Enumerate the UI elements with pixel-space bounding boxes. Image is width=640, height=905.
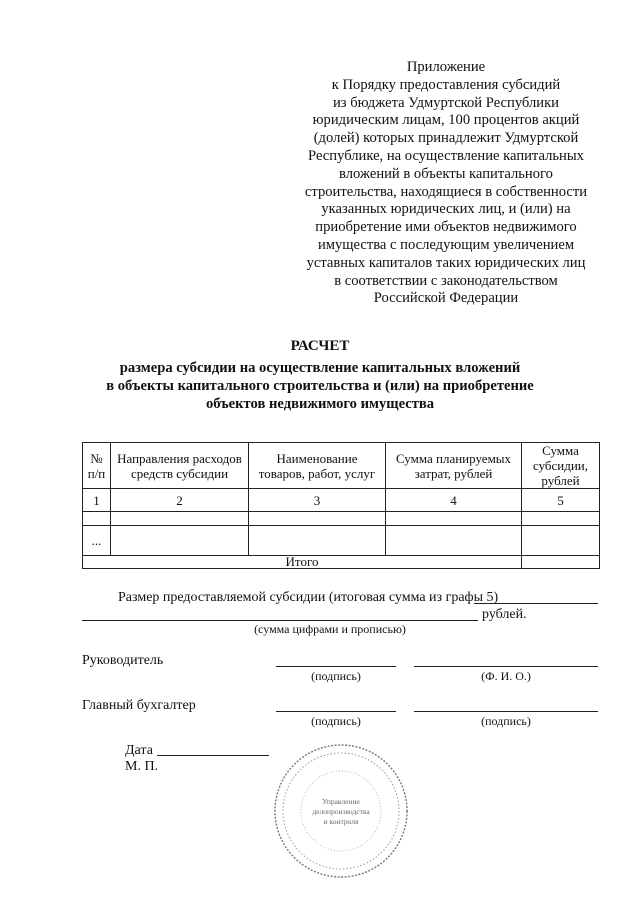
- total-value-cell: [522, 556, 600, 569]
- table-cell: [386, 526, 522, 556]
- seal-place-label: М. П.: [125, 759, 159, 774]
- table-cell: [522, 526, 600, 556]
- accountant-label: Главный бухгалтер: [82, 698, 196, 713]
- header-text: субсидии,: [532, 458, 589, 473]
- column-number: 4: [386, 489, 522, 512]
- column-number: 5: [522, 489, 600, 512]
- header-cell-planned-costs: [386, 443, 522, 489]
- header-cell-goods: [249, 443, 386, 489]
- header-text: Сумма планируемых: [395, 450, 512, 466]
- currency-label: рублей.: [482, 607, 527, 622]
- table-cell: [522, 512, 600, 526]
- head-name-hint: (Ф. И. О.): [481, 669, 531, 683]
- header-cell-number: [83, 443, 111, 489]
- svg-text:и контроля: и контроля: [323, 817, 359, 826]
- head-signature-line: [276, 666, 396, 667]
- accountant-signature-line: [276, 711, 396, 712]
- title-sub-line: размера субсидии на осуществление капитальных вложений: [119, 360, 521, 376]
- ellipsis-cell: ...: [83, 526, 111, 556]
- header-text: п/п: [87, 465, 106, 481]
- appendix-line: из бюджета Удмуртской Республики: [333, 94, 559, 111]
- appendix-line: вложений в объекты капитального: [339, 165, 553, 182]
- header-text: товаров, работ, услуг: [258, 465, 376, 481]
- svg-text:Управление: Управление: [322, 797, 360, 806]
- header-cell-subsidy-amount: [522, 443, 600, 489]
- header-text: Наименование: [276, 450, 358, 466]
- column-number: 2: [111, 489, 249, 512]
- accountant-name-line: [414, 711, 598, 712]
- title-subtitle: [60, 359, 580, 413]
- table-cell: [111, 526, 249, 556]
- header-text: средств субсидии: [130, 465, 229, 481]
- appendix-line: уставных капиталов таких юридических лиц: [306, 254, 586, 271]
- appendix-line: (долей) которых принадлежит Удмуртской: [313, 130, 579, 147]
- document-title: [60, 337, 580, 413]
- column-number: 1: [83, 489, 111, 512]
- appendix-line: приобретение ими объектов недвижимого: [315, 219, 577, 236]
- head-name-line: [414, 666, 598, 667]
- svg-text:делопроизводства: делопроизводства: [312, 807, 370, 816]
- accountant-sign-hint: (подпись): [311, 714, 361, 728]
- appendix-line: юридическим лицам, 100 процентов акций: [312, 112, 580, 129]
- title-sub-line: объектов недвижимого имущества: [205, 396, 435, 412]
- table-cell: [249, 512, 386, 526]
- appendix-line: к Порядку предоставления субсидий: [331, 76, 561, 93]
- title-main: РАСЧЕТ: [290, 338, 350, 354]
- subsidy-amount-line: [474, 603, 598, 604]
- header-cell-directions: [111, 443, 249, 489]
- subsidy-hint: (сумма цифрами и прописью): [254, 622, 406, 636]
- appendix-line: указанных юридических лиц, и (или) на: [321, 201, 571, 218]
- appendix-line: Приложение: [406, 59, 486, 75]
- header-text: рублей: [541, 473, 580, 488]
- column-number: 3: [249, 489, 386, 512]
- header-text: затрат, рублей: [414, 465, 493, 481]
- date-line: [157, 755, 269, 756]
- appendix-header: [286, 59, 606, 308]
- table-header-row: [83, 443, 600, 489]
- head-sign-hint: (подпись): [311, 669, 361, 683]
- table-numbering-row: [83, 489, 600, 512]
- table-row: [83, 512, 600, 526]
- total-label: Итого: [83, 556, 522, 569]
- subsidy-words-line: [82, 620, 478, 621]
- title-sub-line: в объекты капитального строительства и (или) на приобретение: [106, 378, 534, 394]
- official-stamp-icon: [272, 742, 410, 880]
- table-row: [83, 526, 600, 556]
- date-label: Дата: [125, 743, 153, 758]
- table-cell: [249, 526, 386, 556]
- header-text: Направления расходов: [117, 450, 242, 466]
- subsidy-amount-label: Размер предоставляемой субсидии (итоговая сумма из графы 5): [118, 590, 499, 605]
- appendix-line: Республике, на осуществление капитальных: [308, 147, 584, 164]
- appendix-line: Российской Федерации: [373, 290, 519, 307]
- table-cell: [386, 512, 522, 526]
- accountant-sign-hint-2: (подпись): [481, 714, 531, 728]
- appendix-line: имущества с последующим увеличением: [317, 236, 575, 253]
- header-text: №: [90, 450, 103, 466]
- table-cell: [111, 512, 249, 526]
- appendix-line: в соответствии с законодательством: [334, 272, 558, 289]
- appendix-line: строительства, находящиеся в собственности: [304, 183, 588, 200]
- table-total-row: [83, 556, 600, 569]
- header-text: Сумма: [542, 443, 579, 458]
- calculation-table: [82, 442, 600, 569]
- table-cell: [83, 512, 111, 526]
- head-label: Руководитель: [82, 653, 164, 668]
